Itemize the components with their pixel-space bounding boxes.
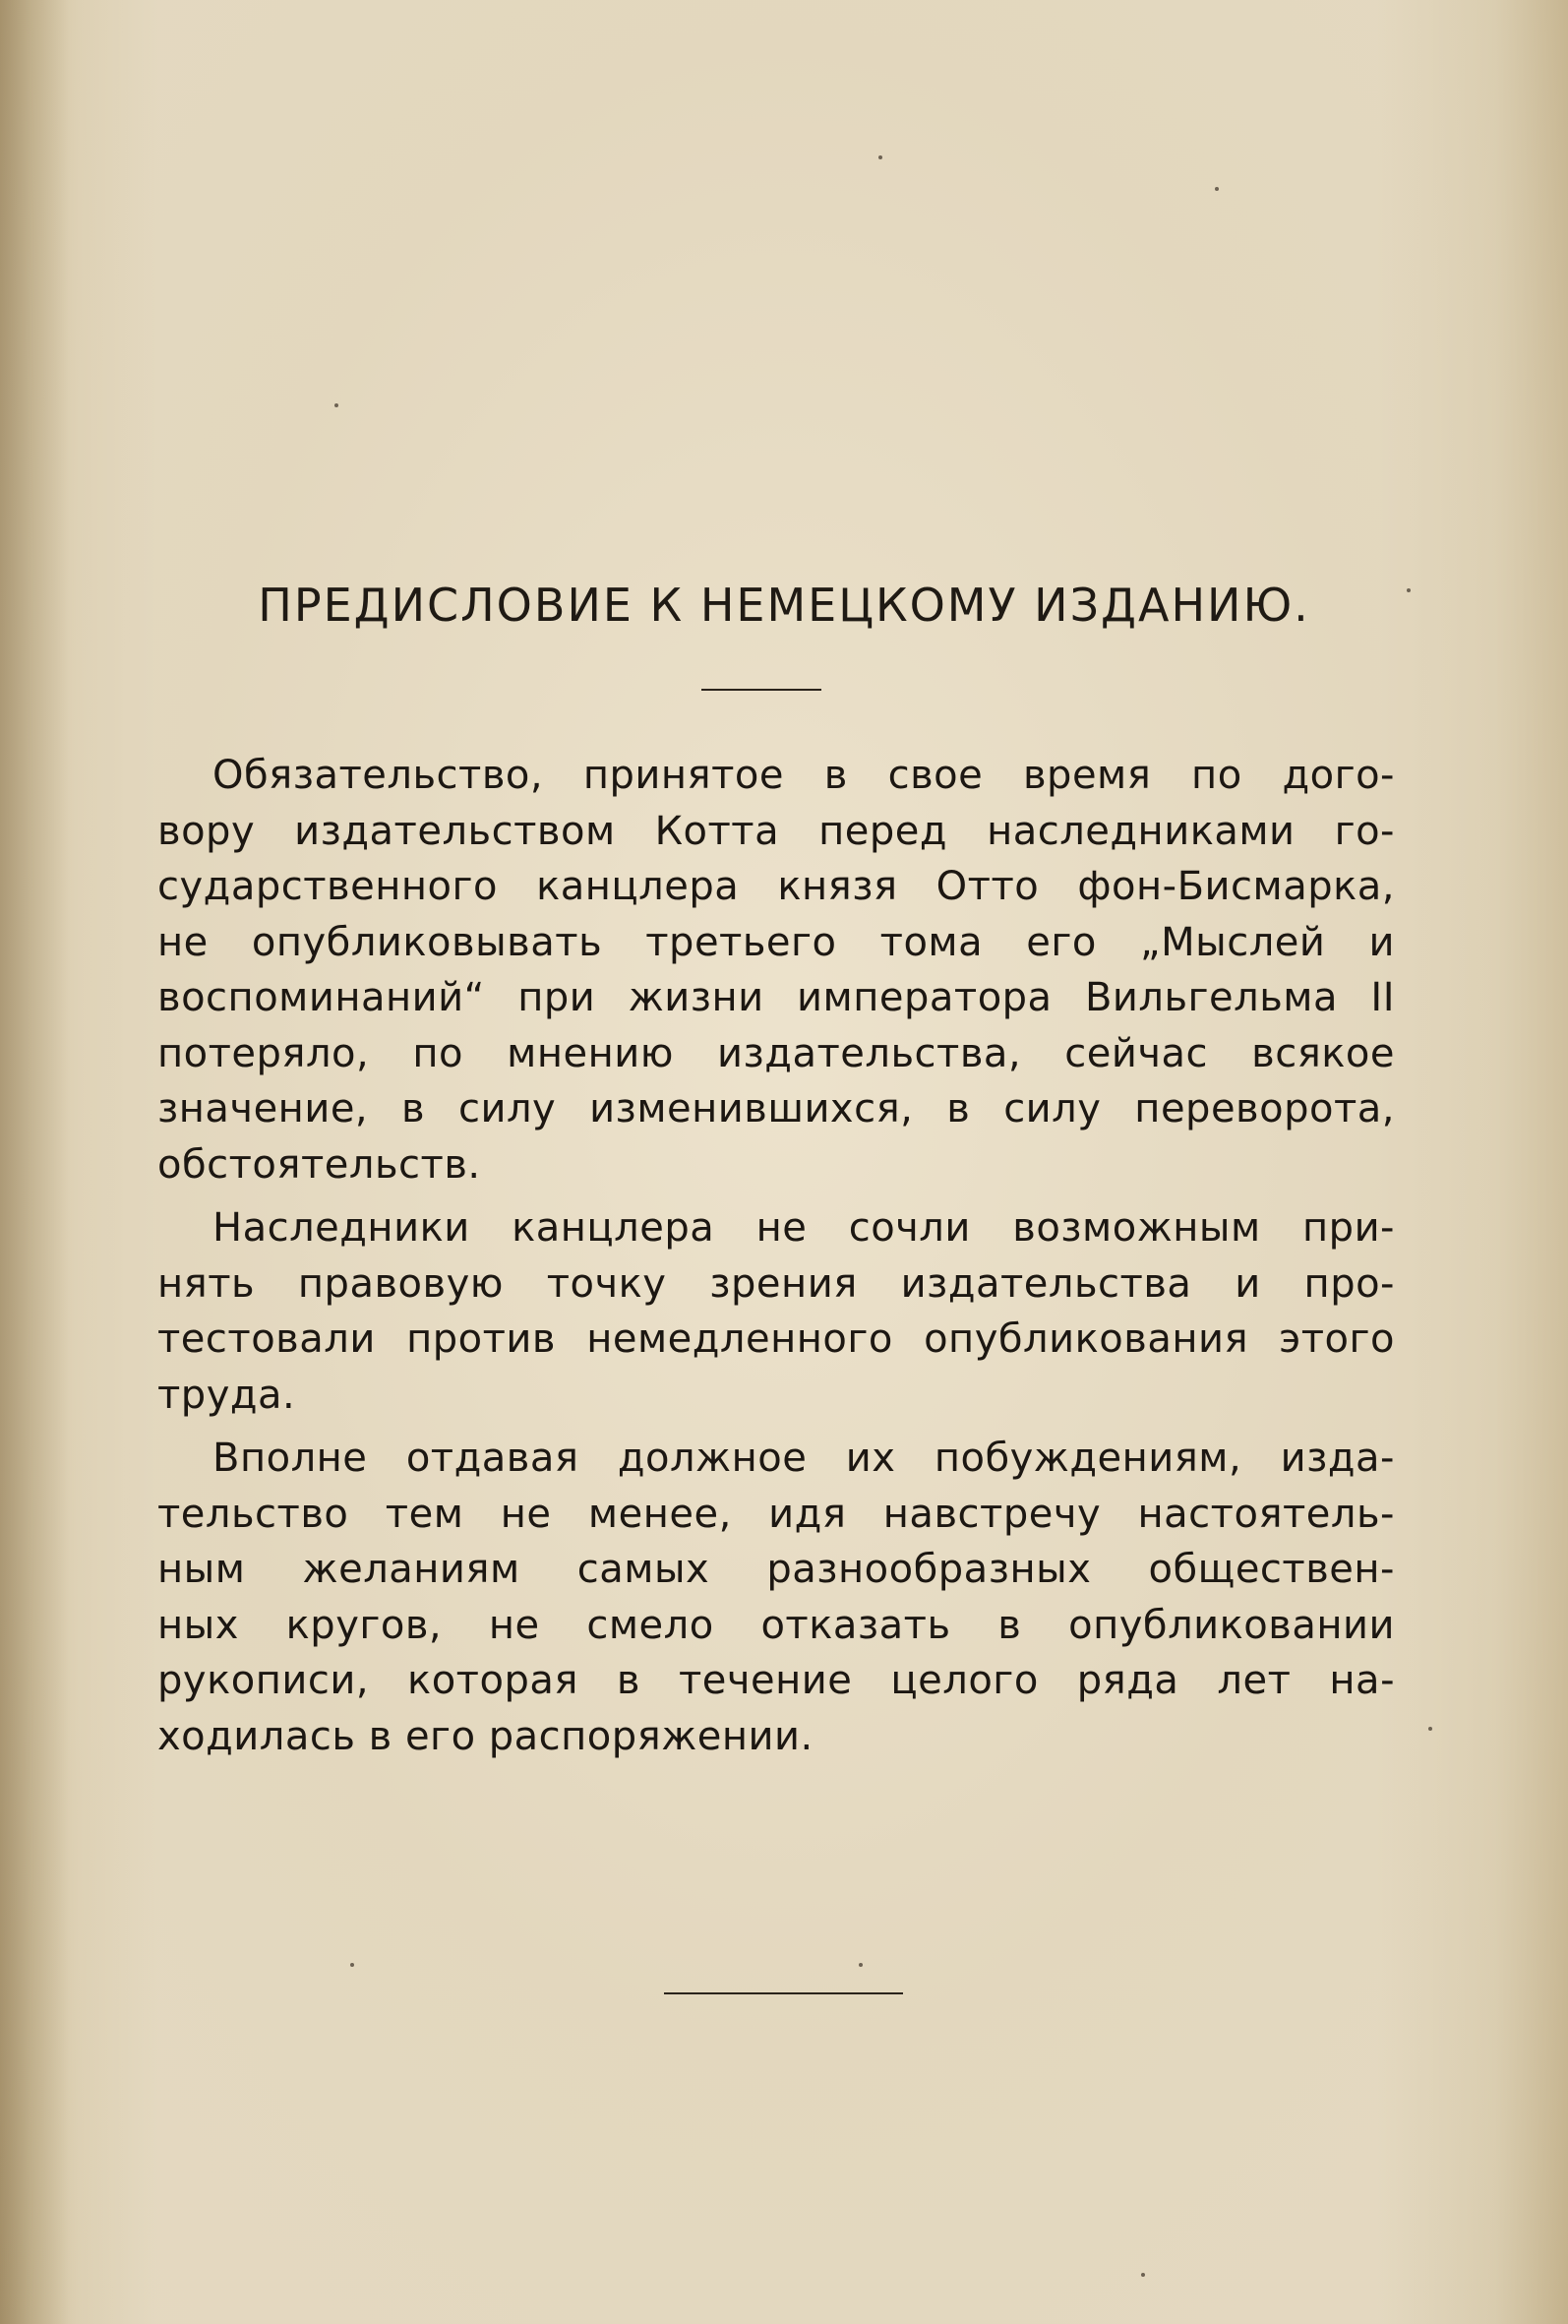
text-line: обстоятельств. — [157, 1141, 481, 1188]
paper-speck — [1428, 1727, 1432, 1731]
text-line: вору издательством Котта перед наследниками го- — [157, 808, 1395, 854]
paper-speck — [350, 1963, 354, 1967]
preface-heading: ПРЕДИСЛОВИЕ К НЕМЕЦКОМУ ИЗДАНИЮ. — [258, 579, 1310, 632]
text-line: труда. — [157, 1372, 296, 1418]
paper-speck — [1215, 187, 1219, 191]
text-line: ным желаниям самых разнообразных обществен- — [157, 1547, 1395, 1592]
text-line: Наследники канцлера не сочли возможным при- — [212, 1205, 1395, 1251]
page-edge-shadow — [0, 0, 69, 2324]
text-line: потеряло, по мнению издательства, сейчас всякое — [157, 1030, 1395, 1076]
closing-divider-rule — [664, 1992, 903, 1994]
paper-speck — [1141, 2273, 1145, 2277]
paper-speck — [859, 1963, 863, 1967]
text-line: тестовали против немедленного опубликования этого — [157, 1316, 1395, 1362]
text-line: значение, в силу изменившихся, в силу переворота, — [157, 1086, 1395, 1131]
paper-speck — [334, 403, 338, 407]
text-line: рукописи, которая в течение целого ряда лет на- — [157, 1658, 1395, 1703]
text-line: Обязательство, принятое в свое время по дого- — [212, 753, 1395, 798]
text-line: Вполне отдавая должное их побуждениям, изда- — [212, 1436, 1395, 1481]
text-line: тельство тем не менее, идя навстречу настоятель- — [157, 1491, 1395, 1537]
text-line: воспоминаний“ при жизни императора Вильгельма II — [157, 975, 1395, 1020]
paper-speck — [878, 155, 882, 159]
text-line: не опубликовывать третьего тома его „Мыслей и — [157, 919, 1395, 965]
paper-speck — [1407, 588, 1411, 592]
preface-body — [157, 748, 1395, 1764]
text-line: ходилась в его распоряжении. — [157, 1713, 814, 1759]
text-line: нять правовую точку зрения издательства и про- — [157, 1260, 1395, 1307]
heading-divider-rule — [701, 689, 821, 691]
text-line: сударственного канцлера князя Отто фон-Бисмарка, — [157, 864, 1395, 909]
text-line: ных кругов, не смело отказать в опубликовании — [157, 1602, 1395, 1648]
